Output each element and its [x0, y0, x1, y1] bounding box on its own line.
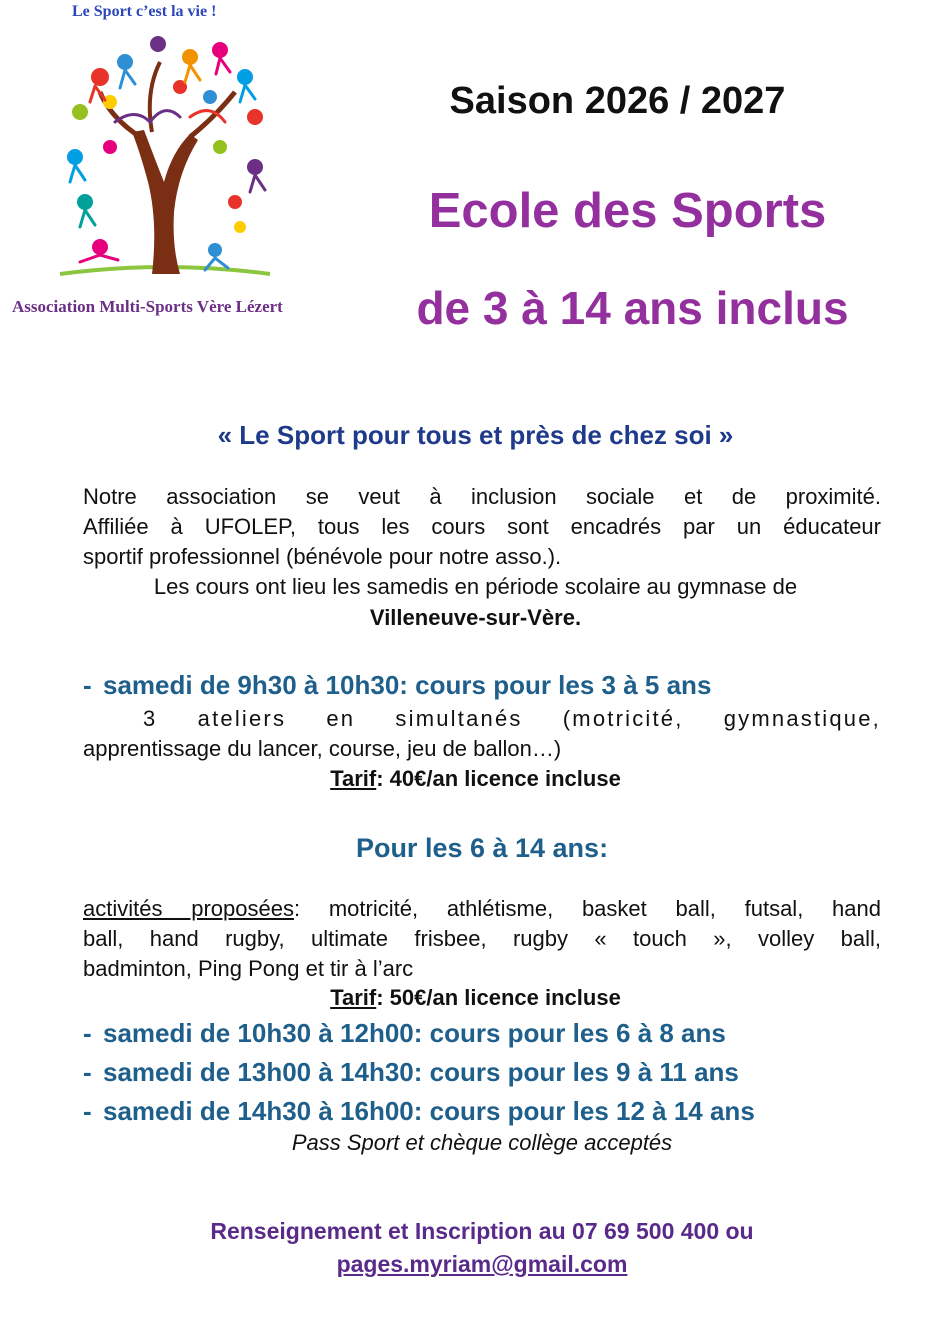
bullet-dash: - [83, 670, 92, 700]
logo-association-name: Association Multi-Sports Vère Lézert [12, 297, 283, 316]
contact-line: Renseignement et Inscription au 07 69 500 400 ou [210, 1218, 754, 1244]
activities-line: ball, hand rugby, ultimate frisbee, rugby « touch », volley ball, [83, 926, 881, 951]
activities-line: badminton, Ping Pong et tir à l’arc [83, 956, 414, 981]
intro-line: Affiliée à UFOLEP, tous les cours sont encadrés par un éducateur [83, 514, 881, 539]
sports-tree-logo-icon [40, 22, 290, 284]
gym-location: Villeneuve-sur-Vère. [369, 605, 582, 630]
intro-paragraph [83, 482, 881, 572]
tarif-label: Tarif [330, 766, 377, 791]
contact-email-link[interactable]: pages.myriam@gmail.com [336, 1251, 628, 1277]
session-9-11 [83, 1057, 739, 1088]
slogan: « Le Sport pour tous et près de chez soi » [217, 420, 734, 450]
description-line: apprentissage du lancer, course, jeu de ballon…) [83, 736, 562, 761]
pass-sport-note: Pass Sport et chèque collège acceptés [291, 1130, 673, 1155]
section-6-14-title: Pour les 6 à 14 ans: [355, 833, 609, 863]
intro-line: sportif professionnel (bénévole pour notre asso.). [83, 544, 562, 569]
description-line: 3 ateliers en simultanés (motricité, gymnastique, [143, 706, 881, 731]
session-3-5-description [83, 704, 881, 764]
session-6-8 [83, 1018, 726, 1049]
activities-label: activités proposées [83, 896, 294, 921]
tarif-3-5 [0, 766, 951, 792]
intro-line: Notre association se veut à inclusion sociale et de proximité. [83, 484, 881, 509]
age-range-title: de 3 à 14 ans inclus [416, 282, 849, 334]
logo-tagline: Le Sport c’est la vie ! [72, 3, 217, 20]
session-3-5 [83, 670, 711, 701]
season-title: Saison 2026 / 2027 [449, 80, 786, 122]
tarif-label: Tarif [330, 985, 377, 1010]
tarif-value: : 50€/an licence incluse [376, 985, 621, 1010]
session-text: samedi de 10h30 à 12h00: cours pour les 6 à 8 ans [103, 1018, 726, 1048]
session-text: samedi de 14h30 à 16h00: cours pour les 12 à 14 ans [103, 1096, 755, 1126]
activities-text: : motricité, athlétisme, basket ball, futsal, hand [293, 896, 882, 921]
session-text: samedi de 9h30 à 10h30: cours pour les 3 à 5 ans [103, 670, 712, 700]
tarif-value: : 40€/an licence incluse [376, 766, 621, 791]
session-text: samedi de 13h00 à 14h30: cours pour les 9 à 11 ans [103, 1057, 739, 1087]
intro-location-text: Les cours ont lieu les samedis en période scolaire au gymnase de [153, 574, 798, 599]
school-title: Ecole des Sports [428, 184, 827, 238]
activities-line [83, 894, 881, 924]
activities-paragraph [83, 894, 881, 984]
bullet-dash: - [83, 1057, 92, 1087]
session-12-14 [83, 1096, 755, 1127]
bullet-dash: - [83, 1018, 92, 1048]
tarif-6-14 [0, 985, 951, 1011]
bullet-dash: - [83, 1096, 92, 1126]
